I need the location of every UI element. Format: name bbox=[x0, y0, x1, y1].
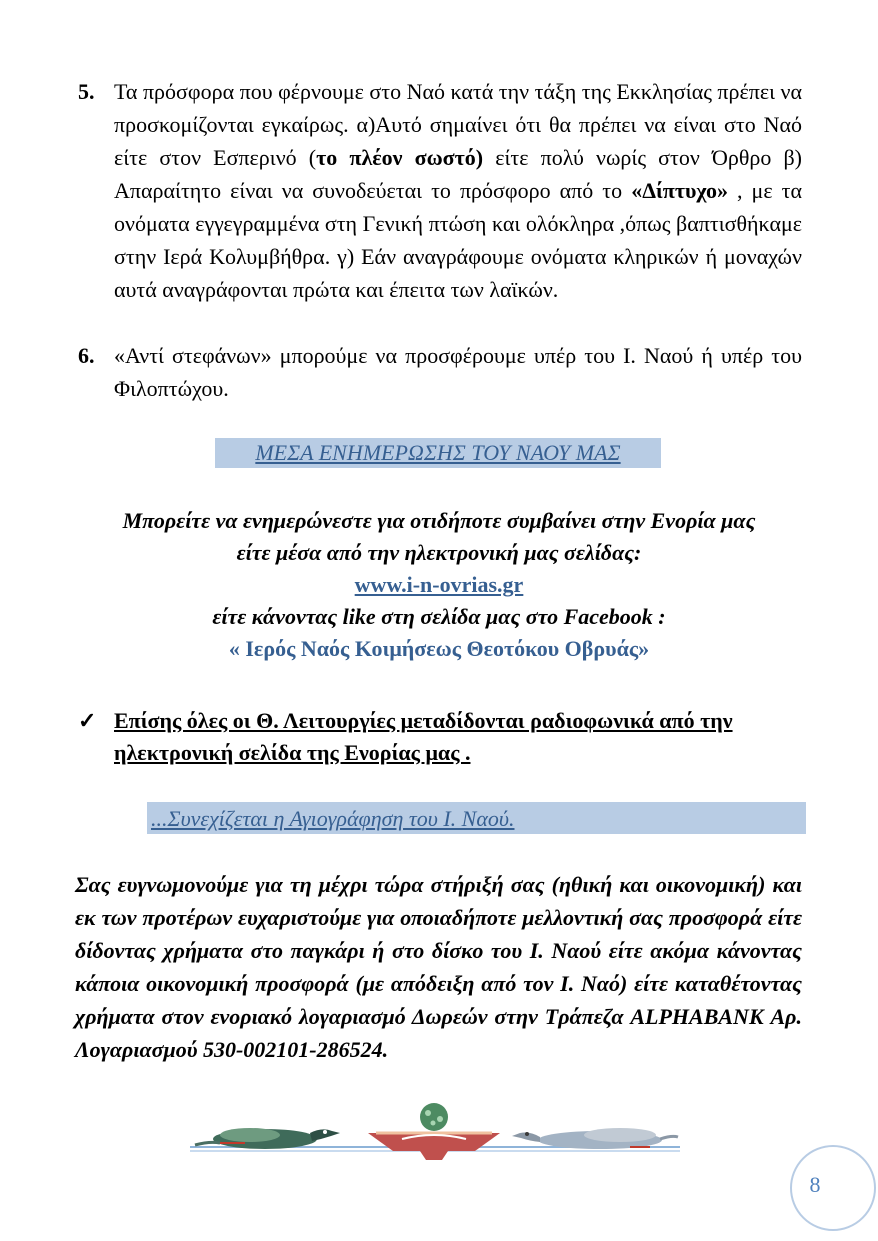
broadcast-note bbox=[78, 705, 802, 769]
thanks-paragraph: Σας ευγνωμονούμε για τη μέχρι τώρα στήριξή σας (ηθική και οικονομική) και εκ των προτέρων ευχαριστούμε για οποιαδήποτε μελλοντική σας προσφορά είτε δίδοντας χρήματα στο παγκάρι ή στο δίσκο του Ι. Ναού είτε ακόμα κάνοντας κάποια οικονομική προσφορά (με απόδειξη από τον Ι. Ναό) είτε καταθέτοντας χρήματα στον ενοριακό λογαριασμό Δωρεών στην Τράπεζα ALPHABANK Αρ. Λογαριασμού 530-002101-286524. bbox=[75, 872, 802, 1062]
media-heading: ΜΕΣΑ ΕΝΗΜΕΡΩΣΗΣ ΤΟΥ ΝΑΟΥ ΜΑΣ bbox=[215, 438, 661, 468]
byzantine-birds-fountain-ornament bbox=[190, 1103, 680, 1163]
iconography-banner: ...Συνεχίζεται η Αγιογράφηση του Ι. Ναού. bbox=[147, 802, 806, 834]
item-text: «Αντί στεφάνων» μπορούμε να προσφέρουμε υπέρ του Ι. Ναού ή υπέρ του Φιλοπτώχου. bbox=[114, 343, 802, 401]
media-line-3: είτε κάνοντας like στη σελίδα μας στο Facebook : bbox=[212, 604, 666, 629]
numbered-item-6 bbox=[78, 339, 802, 405]
page-number: 8 bbox=[809, 1172, 821, 1197]
item-number: 5. bbox=[78, 79, 95, 104]
checkmark-icon: ✓ bbox=[78, 708, 97, 733]
item-text: Τα πρόσφορα που φέρνουμε στο Ναό κατά την τάξη της Εκκλησίας πρέπει να προσκομίζονται εγκαίρως. α)Αυτό σημαίνει ότι θα πρέπει να είναι στο Ναό είτε στον Εσπερινό (το πλέον σωστό) είτε πολύ νωρίς στον Όρθρο β) Απαραίτητο είναι να συνοδεύεται το πρόσφορο από το «Δίπτυχο» , με τα ονόματα εγγεγραμμένα στη Γενική πτώση και ολόκληρα ,όπως βαπτισθήκαμε στην Ιερά Κολυμβήθρα. γ) Εάν αναγράφουμε ονόματα κληρικών ή μοναχών αυτά αναγράφονται πρώτα και έπειτα των λαϊκών. bbox=[114, 79, 802, 302]
website-link[interactable]: www.i-n-ovrias.gr bbox=[354, 572, 524, 597]
numbered-item-5 bbox=[78, 75, 802, 306]
broadcast-text: Επίσης όλες οι Θ. Λειτουργίες μεταδίδονται ραδιοφωνικά από την ηλεκτρονική σελίδα της Ενορίας μας . bbox=[114, 708, 733, 765]
media-line-1: Μπορείτε να ενημερώνεστε για οτιδήποτε συμβαίνει στην Ενορία μας bbox=[122, 508, 756, 533]
facebook-page-name: « Ιερός Ναός Κοιμήσεως Θεοτόκου Οβρυάς» bbox=[228, 636, 650, 661]
left-bird-icon bbox=[195, 1128, 340, 1149]
right-bird-icon bbox=[512, 1128, 678, 1149]
media-info bbox=[40, 505, 838, 665]
media-line-2: είτε μέσα από την ηλεκτρονική μας σελίδας: bbox=[236, 540, 642, 565]
item-number: 6. bbox=[78, 343, 95, 368]
